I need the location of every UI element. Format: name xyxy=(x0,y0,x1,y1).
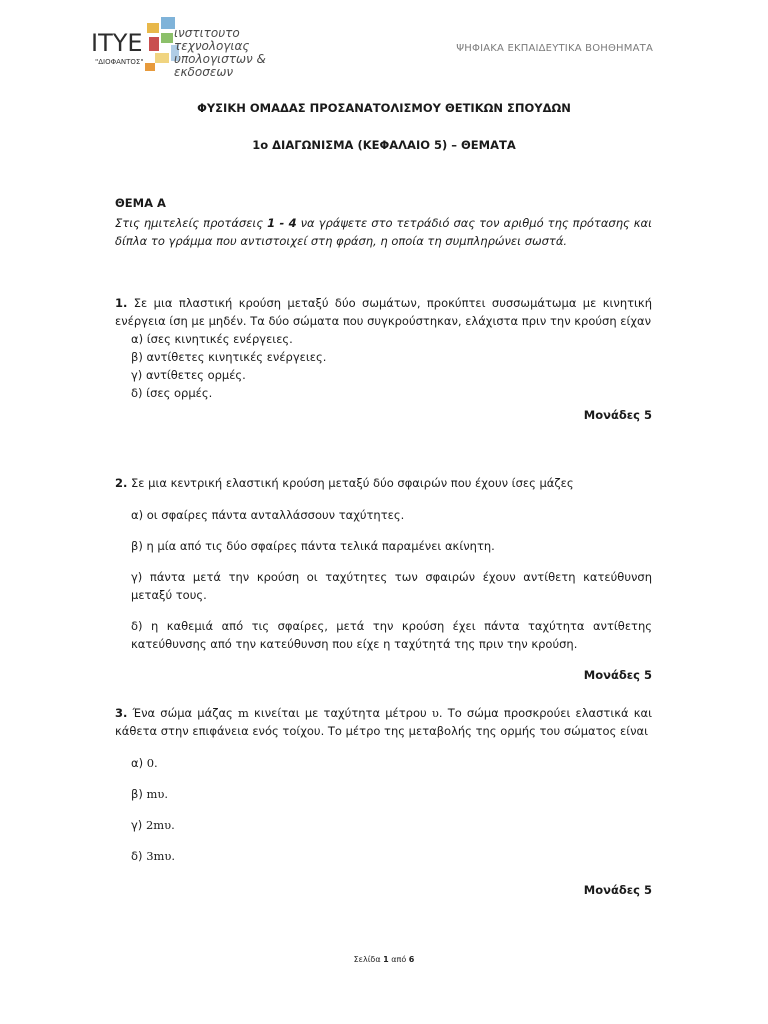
page-footer: Σελίδα 1 από 6 xyxy=(353,955,415,964)
option-c: γ) 2mυ. xyxy=(131,818,175,832)
logo-itye-text: ITYE xyxy=(91,29,143,57)
question-1 xyxy=(115,294,652,424)
logo-diofantos-text: "ΔΙΟΦΑΝΤΟΣ" xyxy=(95,58,144,66)
option-b: β) η μία από τις δύο σφαίρες πάντα τελικά παραμένει ακίνητη. xyxy=(131,539,495,553)
option-d: δ) η καθεμιά από τις σφαίρες, μετά την κρούση έχει πάντα ταχύτητα αντίθετης κατεύθυνσης από την κατεύθυνση που είχε η ταχύτητά της πριν την κρούση. xyxy=(131,619,652,651)
marks-label: Μονάδες 5 xyxy=(583,408,652,422)
logo-institute-text: ινστιτουτο τεχνολογιας υπολογιστων & εκδοσεων xyxy=(174,26,266,79)
option-b: β) mυ. xyxy=(131,787,169,801)
itye-logo xyxy=(91,15,321,85)
question-3 xyxy=(115,704,652,899)
question-text: 2. Σε μια κεντρική ελαστική κρούση μεταξύ δύο σφαιρών που έχουν ίσες μάζες xyxy=(115,476,574,490)
option-a: α) ίσες κινητικές ενέργειες. xyxy=(131,332,293,346)
option-c: γ) αντίθετες ορμές. xyxy=(131,368,246,382)
option-c: γ) πάντα μετά την κρούση οι ταχύτητες των σφαιρών έχουν αντίθετη κατεύθυνση μεταξύ τους. xyxy=(131,570,652,602)
section-title: ΘΕΜΑ Α xyxy=(115,196,166,210)
question-2 xyxy=(115,474,652,684)
header-tagline: ΨΗΦΙΑΚΑ ΕΚΠΑΙΔΕΥΤΙΚΑ ΒΟΗΘΗΜΑΤΑ xyxy=(456,43,653,54)
question-text: 1. Σε μια πλαστική κρούση μεταξύ δύο σωμάτων, προκύπτει συσσωμάτωμα με κινητική ενέργεια ίση με μηδέν. Τα δύο σώματα που συγκρούστηκαν, ελάχιστα πριν την κρούση είχαν xyxy=(115,296,652,328)
marks-label: Μονάδες 5 xyxy=(583,883,652,897)
option-a: α) 0. xyxy=(131,756,158,770)
option-b: β) αντίθετες κινητικές ενέργειες. xyxy=(131,350,327,364)
document-title: ΦΥΣΙΚΗ ΟΜΑΔΑΣ ΠΡΟΣΑΝΑΤΟΛΙΣΜΟΥ ΘΕΤΙΚΩΝ ΣΠΟΥΔΩΝ xyxy=(197,101,571,115)
section-instructions: Στις ημιτελείς προτάσεις 1 - 4 να γράψετε στο τετράδιό σας τον αριθμό της πρότασης και δίπλα το γράμμα που αντιστοιχεί στη φράση, η οποία τη συμπληρώνει σωστά. xyxy=(115,216,652,248)
option-d: δ) ίσες ορμές. xyxy=(131,386,213,400)
option-d: δ) 3mυ. xyxy=(131,849,176,863)
question-text: 3. Ένα σώμα μάζας m κινείται με ταχύτητα μέτρου υ. Το σώμα προσκρούει ελαστικά και κάθετα στην επιφάνεια ενός τοίχου. Το μέτρο της μεταβολής της ορμής του σώματος είναι xyxy=(115,706,653,738)
marks-label: Μονάδες 5 xyxy=(583,668,652,682)
option-a: α) οι σφαίρες πάντα ανταλλάσσουν ταχύτητες. xyxy=(131,508,405,522)
document-subtitle: 1ο ΔΙΑΓΩΝΙΣΜΑ (ΚΕΦΑΛΑΙΟ 5) – ΘΕΜΑΤΑ xyxy=(252,138,516,152)
